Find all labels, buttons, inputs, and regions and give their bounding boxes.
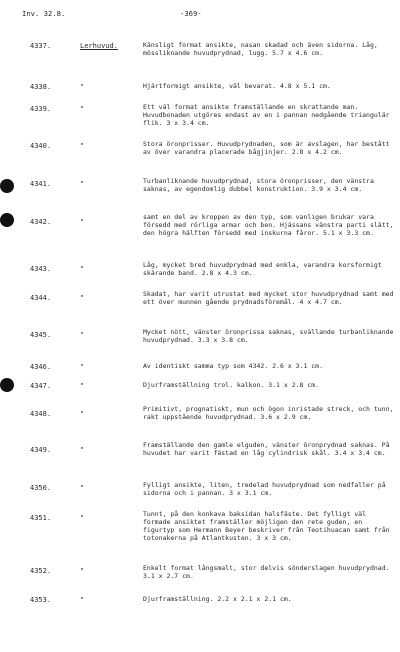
- punch-hole: [0, 378, 14, 392]
- entry-number: 4345.: [30, 331, 52, 339]
- entry-number: 4338.: [30, 83, 52, 91]
- entry-number: 4347.: [30, 382, 52, 390]
- entry-category: ": [80, 180, 85, 188]
- entry-description: Tunnt, på den konkava baksidan halsfäste. Det fylligt väl formade ansiktet framställer möjligen den rete guden, en figurtyp som Hermann Beyer beskriver från Teotihuacan samt från totonakerna på Atlantkusten. 3 x 3 cm.: [143, 510, 390, 543]
- entry-category: ": [80, 363, 85, 371]
- entry-description: samt en del av kroppen av den typ, som vanligen brukar vara försedd med rörliga armar och ben. Hjässans vänstra parti slätt, den högra hälften försedd med inskurna fåror. 5.1 x 3.3 cm.: [143, 213, 394, 238]
- entry-category: ": [80, 410, 85, 418]
- entry-category: ": [80, 484, 85, 492]
- page-number: -369-: [180, 9, 202, 18]
- entry-number: 4349.: [30, 446, 52, 454]
- entry-category: ": [80, 514, 85, 522]
- entry-number: 4340.: [30, 142, 52, 150]
- entry-category: ": [80, 596, 85, 604]
- entry-number: 4339.: [30, 105, 52, 113]
- entry-description: Primitivt, prognatiskt, mun och ögon inristade streck, och tunn, rakt uppstående huvudprydnad. 3.6 x 2.9 cm.: [143, 405, 394, 422]
- entry-description: Framställande den gamle elguden, vänster öronprydnad saknas. På huvudet har varit fästad en låg cylindrisk skål. 3.4 x 3.4 cm.: [143, 441, 390, 458]
- punch-hole: [0, 179, 14, 193]
- entry-number: 4342.: [30, 218, 52, 226]
- entry-number: 4346.: [30, 363, 52, 371]
- entry-description: Stora öronprisser. Huvudprydnaden, som är avslagen, har bestått av över varandra placerade bågjinjer. 2.8 x 4.2 cm.: [143, 140, 390, 157]
- entry-description: Turbanliknande huvudprydnad, stora öronprisser, den vänstra saknas, av egendomlig dubbel konstruktion. 3.9 x 3.4 cm.: [143, 177, 374, 194]
- entry-description: Djurframställning trol. kalkon. 3.1 x 2.8 cm.: [143, 381, 320, 389]
- entry-number: 4352.: [30, 567, 52, 575]
- entry-description: Av identiskt samma typ som 4342. 2.6 x 3.1 cm.: [143, 362, 324, 370]
- entry-description: Skadat, har varit utrustat med mycket stor huvudprydnad samt med ett över munnen gående prydnadsföremål. 4 x 4.7 cm.: [143, 290, 394, 307]
- entry-category: ": [80, 382, 85, 390]
- entry-number: 4343.: [30, 265, 52, 273]
- entry-description: Mycket nött, vänster öronprissa saknas, svällande turbanliknande huvudprydnad. 3.3 x 3.8 cm.: [143, 328, 394, 345]
- entry-number: 4341.: [30, 180, 52, 188]
- entry-category: ": [80, 446, 85, 454]
- entry-description: Hjärtformigt ansikte, väl bevarat. 4.8 x 5.1 cm.: [143, 82, 331, 90]
- entry-number: 4353.: [30, 596, 52, 604]
- entry-description: Fylligt ansikte, liten, tredelad huvudprydnad som nedfaller på sidorna och i pannan. 3 x 3.1 cm.: [143, 481, 386, 498]
- entry-number: 4344.: [30, 294, 52, 302]
- entry-category: Lerhuvud.: [80, 42, 118, 50]
- entry-category: ": [80, 294, 85, 302]
- entry-description: Ett väl format ansikte framställande en skrattande man. Huvudbonaden utgöres endast av en i pannan nedgående triangulär flik. 3 x 3.4 cm.: [143, 103, 390, 128]
- entry-category: ": [80, 142, 85, 150]
- entry-category: ": [80, 567, 85, 575]
- entry-description: Känsligt format ansikte, nasan skadad och även sidorna. Låg, mössliknande huvudprydnad, lugg. 5.7 x 4.6 cm.: [143, 41, 378, 58]
- entry-number: 4337.: [30, 42, 52, 50]
- entry-number: 4350.: [30, 484, 52, 492]
- entry-category: ": [80, 331, 85, 339]
- entry-category: ": [80, 218, 85, 226]
- entry-category: ": [80, 105, 85, 113]
- punch-hole: [0, 213, 14, 227]
- entry-number: 4351.: [30, 514, 52, 522]
- entry-description: Enkelt format långsmalt, stor delvis sönderslagen huvudprydnad. 3.1 x 2.7 cm.: [143, 564, 390, 581]
- entry-category: ": [80, 83, 85, 91]
- entry-description: Djurframställning. 2.2 x 2.1 x 2.1 cm.: [143, 595, 292, 603]
- entry-category: ": [80, 265, 85, 273]
- entry-description: Låg, mycket bred huvudprydnad med enkla, varandra korsformigt skärande band. 2.8 x 4.3 cm.: [143, 261, 382, 278]
- entry-number: 4348.: [30, 410, 52, 418]
- inventory-label: Inv. 32.8.: [22, 9, 66, 18]
